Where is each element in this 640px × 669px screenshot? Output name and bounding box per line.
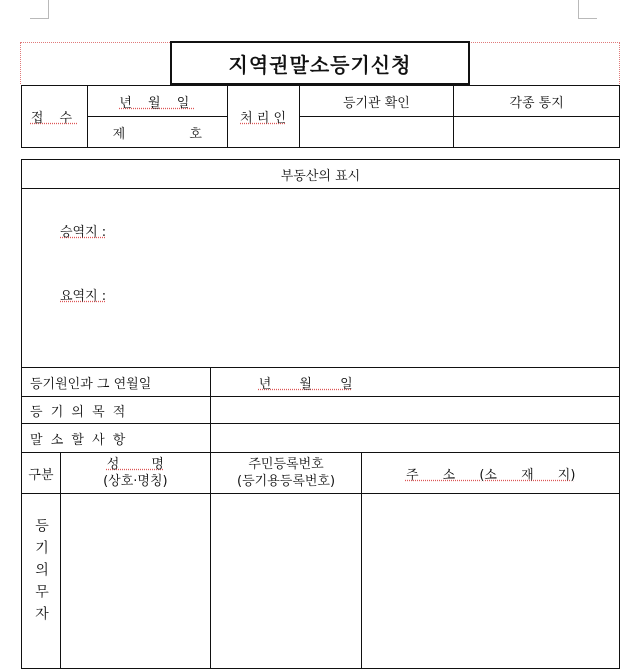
servient-land-label: 승역지 : [60,225,107,240]
cancel-items-label: 말 소 할 사 항 [22,424,211,453]
form-title: 지역권말소등기신청 [170,41,470,85]
property-header: 부동산의 표시 [22,160,620,189]
registrar-confirm-cell[interactable] [299,117,454,148]
id-header-line2: (등기용등록번호) [237,474,336,489]
receipt-label: 접 수 [22,86,88,148]
address-header: 주 소 (소 재 지) [362,453,620,494]
obligor-name-cell[interactable] [60,494,210,669]
registrar-confirm-header: 등기관 확인 [299,86,454,117]
id-header-line1: 주민등록번호 [248,457,324,472]
application-table [21,159,620,669]
obligor-id-cell[interactable] [210,494,362,669]
obligor-label-cell [22,494,61,669]
name-header-line1: 성 명 [106,457,164,472]
notice-header: 각종 통지 [454,86,620,117]
dominant-land-label: 요역지 : [60,289,107,304]
purpose-label: 등 기 의 목 적 [22,397,211,424]
registration-cause-date[interactable]: 년 월 일 [210,368,619,397]
notice-cell[interactable] [454,117,620,148]
page-corner-marker-right [578,0,597,19]
receipt-table [21,85,620,148]
property-description-area[interactable] [22,189,620,368]
purpose-value[interactable] [210,397,619,424]
receipt-date-field[interactable]: 년 월 일 [87,86,227,117]
page-corner-marker-left [30,0,49,19]
name-header [60,453,210,494]
name-header-line2: (상호·명칭) [103,474,168,489]
registration-cause-label: 등기원인과 그 연월일 [22,368,211,397]
obligor-address-cell[interactable] [362,494,620,669]
cancel-items-value[interactable] [210,424,619,453]
id-header [210,453,362,494]
receipt-number-field[interactable]: 제 호 [87,117,227,148]
obligor-label: 등기의무자 [32,518,49,628]
category-header: 구분 [22,453,61,494]
processor-label: 처 리 인 [227,86,299,148]
